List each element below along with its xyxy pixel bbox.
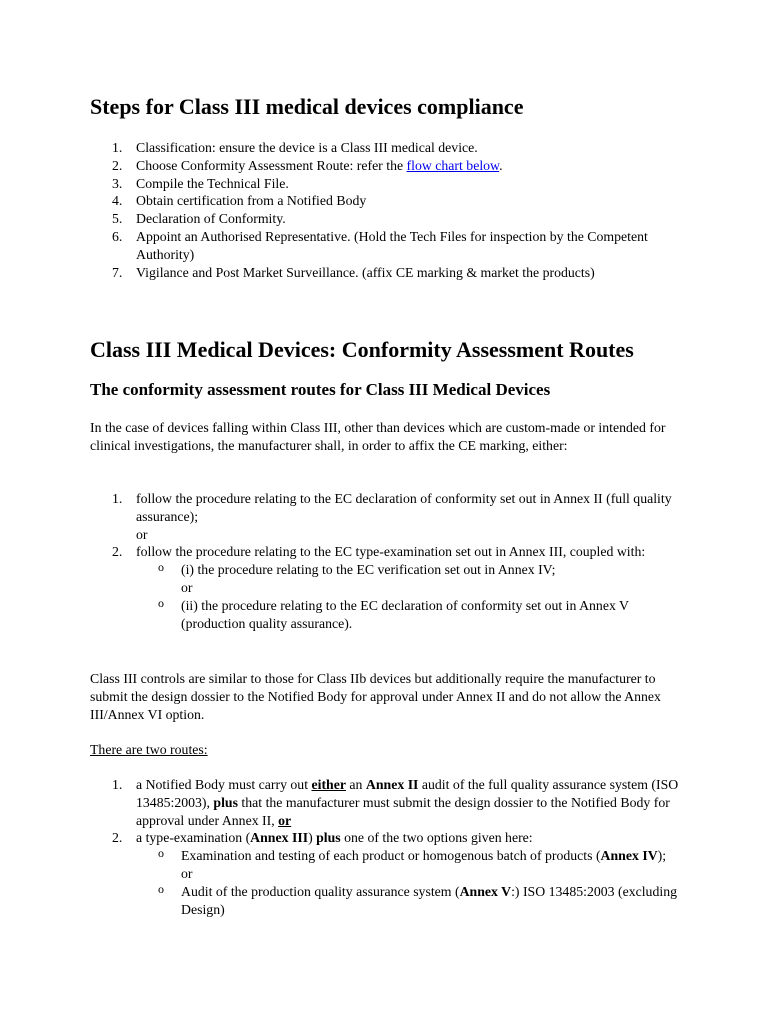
annex-iii-text: Annex III	[250, 830, 309, 846]
plus-text: plus	[213, 794, 238, 810]
procedures-list	[90, 490, 680, 632]
step-text: Choose Conformity Assessment Route: refer the	[136, 157, 407, 173]
list-number: 1.	[112, 140, 123, 155]
list-item	[90, 490, 680, 543]
list-number: 3.	[112, 175, 123, 191]
annex-ii-text: Annex II	[365, 777, 419, 792]
step-text: Compile the Technical File.	[136, 175, 289, 191]
controls-paragraph: Class III controls are similar to those for Class IIb devices but additionally require the manufacturer to submit the design dossier to the Notified Body for approval under Annex II and do not allow the Annex III/Annex VI option.	[90, 671, 661, 722]
list-item: 2. a type-examination (Annex III) plus one of the two options given here: o Examination and testing of each product or homogenous batch of products (Annex IV); or o Audit of the production quality assurance system (Annex V:) ISO 13485:2003 (excluding Design)	[90, 829, 680, 918]
flow-chart-link[interactable]: flow chart below	[406, 157, 500, 173]
bullet-icon: o	[158, 881, 164, 896]
list-item	[90, 228, 690, 264]
bullet-icon: o	[158, 560, 164, 575]
step-text: Obtain certification from a Notified Body	[136, 193, 367, 209]
annex-v-text: Annex V	[459, 883, 512, 899]
section-1-title: Steps for Class III medical devices compliance	[90, 94, 524, 119]
section-2-title: Class III Medical Devices: Conformity Assessment Routes	[90, 337, 634, 362]
step-text: Classification: ensure the device is a Class III medical device.	[136, 140, 478, 155]
step-text: Vigilance and Post Market Surveillance. (affix CE marking & market the products)	[136, 264, 595, 280]
list-item	[90, 543, 680, 632]
bullet-icon: o	[158, 846, 164, 861]
plus-text: plus	[316, 830, 341, 846]
sub-list	[136, 847, 680, 918]
list-number: 1.	[112, 777, 123, 792]
procedure-text: follow the procedure relating to the EC declaration of conformity set out in Annex II (full quality assurance);	[136, 491, 672, 524]
list-number: 2.	[112, 830, 123, 846]
or-text: or	[278, 812, 292, 828]
or-text: or	[136, 526, 148, 542]
compliance-steps-list	[90, 139, 690, 281]
list-number: 7.	[112, 264, 123, 280]
list-item	[90, 175, 690, 193]
list-item: 1. a Notified Body must carry out either an Annex II audit of the full quality assurance system (ISO 13485:2003), plus that the manufacturer must submit the design dossier to the Notified Body for approval under Annex II, or	[112, 777, 679, 828]
list-item	[90, 210, 690, 228]
list-number: 6.	[112, 228, 123, 244]
sub-list	[136, 561, 680, 632]
list-item	[90, 264, 690, 282]
step-text: Appoint an Authorised Representative. (Hold the Tech Files for inspection by the Competent Authority)	[136, 228, 648, 262]
list-item: 2. Choose Conformity Assessment Route: refer the flow chart below.	[112, 157, 503, 173]
bullet-icon: o	[158, 595, 164, 610]
list-item	[90, 139, 690, 157]
list-number: 1.	[112, 491, 123, 506]
list-number: 5.	[112, 211, 123, 227]
step-text: Declaration of Conformity.	[136, 211, 286, 227]
section-2-subtitle: The conformity assessment routes for Class III Medical Devices	[90, 380, 551, 399]
list-number: 4.	[112, 193, 123, 209]
sub-list-item: o (i) the procedure relating to the EC verification set out in Annex IV; or	[158, 560, 556, 595]
intro-paragraph: In the case of devices falling within Class III, other than devices which are custom-made or intended for clinical investigations, the manufacturer shall, in order to affix the CE marking, either:	[90, 420, 666, 453]
procedure-text: follow the procedure relating to the EC type-examination set out in Annex III, coupled with:	[136, 544, 646, 560]
or-text: or	[181, 579, 193, 595]
sub-list-item: o Audit of the production quality assurance system (Annex V:) ISO 13485:2003 (excluding Design)	[158, 881, 677, 917]
sub-list-item: o (ii) the procedure relating to the EC declaration of conformity set out in Annex V (production quality assurance).	[158, 595, 629, 631]
list-number: 2.	[112, 157, 123, 173]
routes-list	[90, 776, 680, 918]
either-text: either	[311, 777, 346, 792]
list-item	[90, 192, 690, 210]
annex-iv-text: Annex IV	[600, 848, 658, 864]
sub-list-item: o Examination and testing of each product or homogenous batch of products (Annex IV); or	[158, 846, 667, 881]
list-number: 2.	[112, 544, 123, 560]
routes-heading: There are two routes:	[90, 742, 208, 757]
